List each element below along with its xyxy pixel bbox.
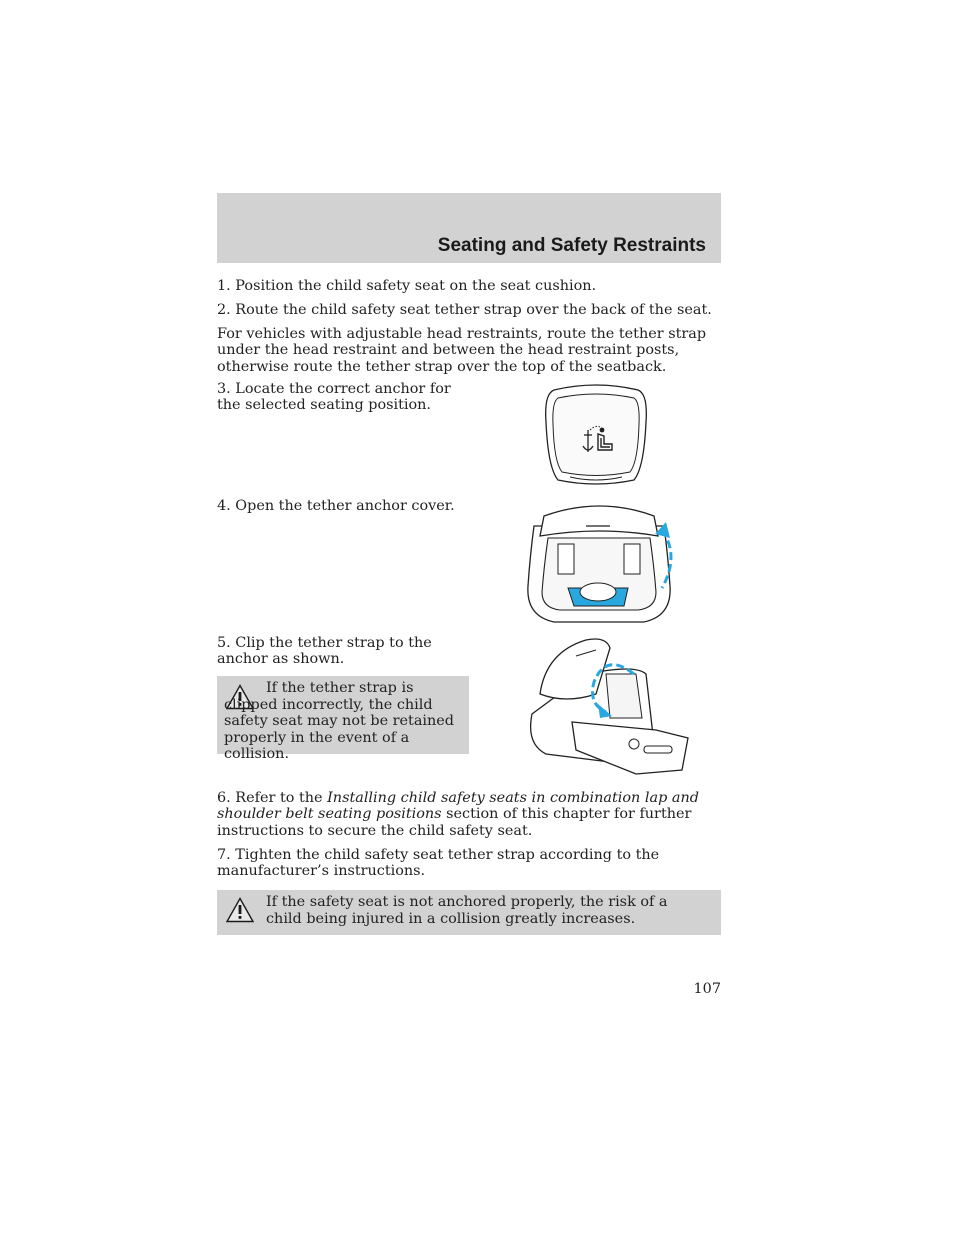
anchor-cover-open-illustration [524,496,676,626]
step-7-text: 7. Tighten the child safety seat tether strap according to the manufacturer’s instructions. [217,847,660,880]
section-header [217,193,721,263]
page-title: Seating and Safety Restraints [437,235,706,256]
warning-triangle-icon [226,897,254,923]
step-6-reference: Installing child safety seats in combination lap and shoulder belt seating positions [217,790,699,823]
step-1-text: 1. Position the child safety seat on the seat cushion. [217,278,597,294]
step-6-prefix: 6. Refer to the [217,790,328,806]
step-6-suffix: section of this chapter for further instructions to secure the child safety seat. [217,806,692,839]
warning-text-clip: If the tether strap is clipped incorrectly, the child safety seat may not be retained properly in the event of a collision. [224,680,455,762]
head-restraint-note: For vehicles with adjustable head restraints, route the tether strap under the head restraint and between the head restraint posts, otherwise route the tether strap over the top of the seatback. [217,326,707,375]
warning-box-clip [217,676,469,762]
page-number: 107 [693,981,721,997]
anchor-cover-closed-illustration [540,382,652,486]
warning-box-anchor [217,890,721,935]
step-3-text: 3. Locate the correct anchor for the selected seating position. [217,381,451,414]
step-5-text: 5. Clip the tether strap to the anchor as shown. [217,635,432,668]
step-6-text [217,790,721,839]
tether-clip-illustration [526,634,690,780]
step-4-text: 4. Open the tether anchor cover. [217,498,455,514]
warning-text-anchor: If the safety seat is not anchored properly, the risk of a child being injured in a collision greatly increases. [266,894,668,927]
step-2-text: 2. Route the child safety seat tether strap over the back of the seat. [217,302,712,318]
